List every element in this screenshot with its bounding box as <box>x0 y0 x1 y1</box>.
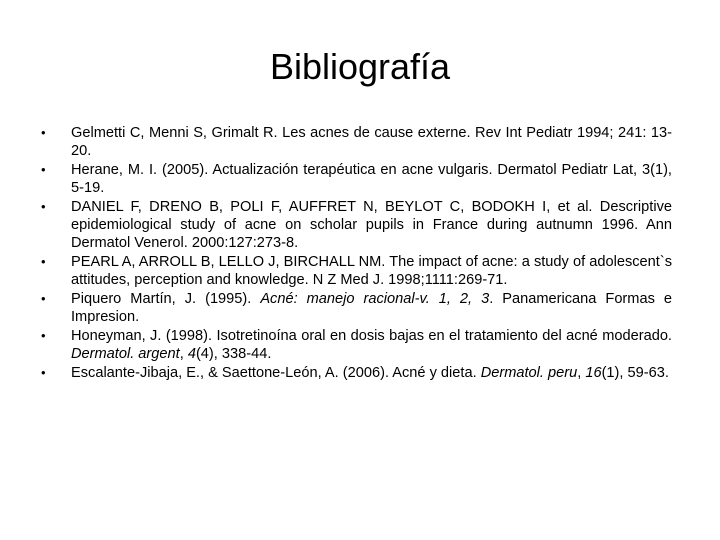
reference-item <box>40 253 672 289</box>
reference-text <box>71 199 672 251</box>
reference-text <box>71 254 672 288</box>
reference-italic-segment: 16 <box>585 365 602 381</box>
bullet-icon: • <box>41 291 46 306</box>
reference-text <box>71 291 672 325</box>
reference-item <box>40 364 672 382</box>
reference-text <box>71 162 672 196</box>
reference-segment: Honeyman, J. (1998). Isotretinoína oral en dosis bajas en el tratamiento del acné moderado. <box>71 328 672 344</box>
reference-italic-segment: Dermatol. argent <box>71 346 180 362</box>
reference-italic-segment: Dermatol. peru <box>480 365 578 381</box>
reference-text <box>71 328 672 362</box>
reference-segment: , <box>577 365 586 381</box>
bullet-icon: • <box>41 162 46 177</box>
reference-segment: . Panamericana Formas e Impresion. <box>71 291 672 325</box>
bullet-icon: • <box>41 365 46 380</box>
bullet-icon: • <box>41 125 46 140</box>
bullet-icon: • <box>41 199 46 214</box>
reference-text <box>71 125 672 159</box>
reference-segment: Piquero Martín, J. (1995). <box>71 291 261 307</box>
reference-italic-segment: Acné: manejo racional-v. 1, 2, 3 <box>260 291 490 307</box>
reference-segment: PEARL A, ARROLL B, LELLO J, BIRCHALL NM. The impact of acne: a study of adolescent`s attitudes, perception and knowledge. N Z Med J. 1998;1111:269-71. <box>71 254 672 288</box>
reference-segment: DANIEL F, DRENO B, POLI F, AUFFRET N, BEYLOT C, BODOKH I, et al. Descriptive epidemiological study of acne on scholar pupils in France during autnumn 1996. Ann Dermatol Venerol. 2000:127:273-8. <box>71 199 672 251</box>
bullet-icon: • <box>41 254 46 269</box>
reference-item <box>40 327 672 363</box>
reference-item <box>40 124 672 160</box>
reference-item <box>40 198 672 252</box>
reference-segment: Gelmetti C, Menni S, Grimalt R. Les acnes de cause externe. Rev Int Pediatr 1994; 241: 13-20. <box>71 125 672 159</box>
reference-list <box>40 124 672 382</box>
reference-segment: (1), 59-63. <box>601 365 669 381</box>
reference-item <box>40 161 672 197</box>
reference-segment: Escalante-Jibaja, E., & Saettone-León, A. (2006). Acné y dieta. <box>71 365 481 381</box>
slide-title: Bibliografía <box>269 46 451 87</box>
bullet-icon: • <box>41 328 46 343</box>
reference-item <box>40 290 672 326</box>
reference-text <box>71 365 669 381</box>
reference-segment: (4), 338-44. <box>195 346 272 362</box>
reference-italic-segment: 4 <box>187 346 196 362</box>
reference-segment: , <box>179 346 188 362</box>
reference-segment: Herane, M. I. (2005). Actualización terapéutica en acne vulgaris. Dermatol Pediatr Lat, 3(1), 5-19. <box>71 162 672 196</box>
